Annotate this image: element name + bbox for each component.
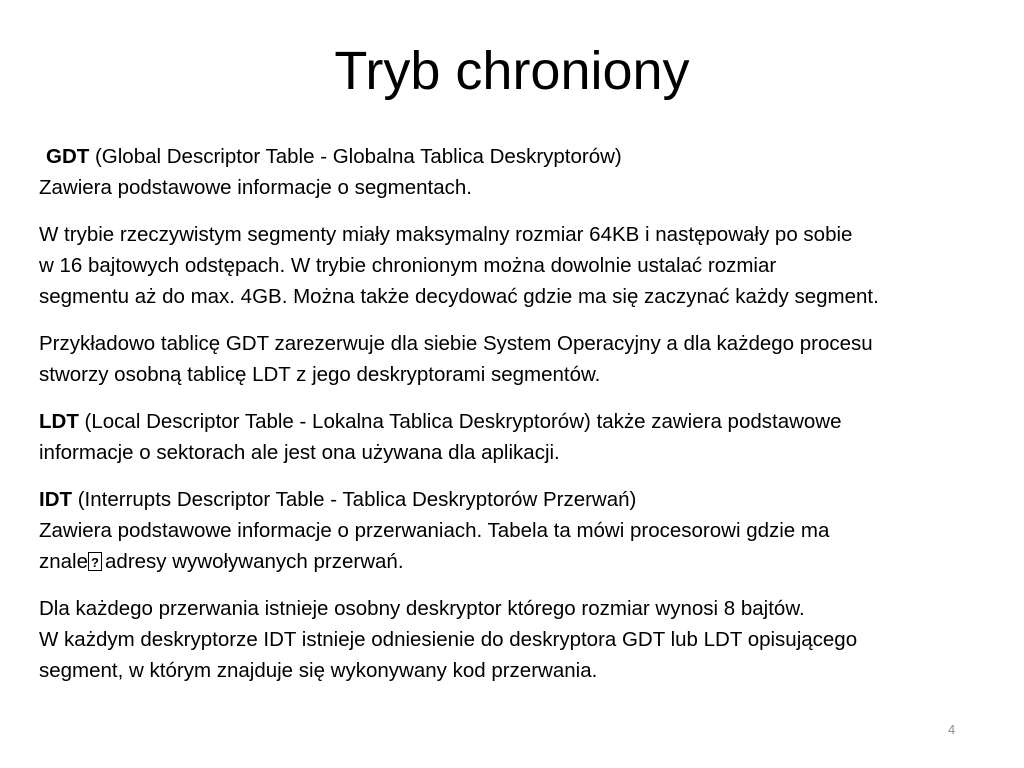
- idt-line-3: [39, 546, 989, 577]
- descriptor-line-3: segment, w którym znajduje się wykonywany kod przerwania.: [39, 659, 598, 682]
- idt-line-1: [39, 484, 989, 515]
- example-line-2: stworzy osobną tablicę LDT z jego deskryptorami segmentów.: [39, 363, 601, 386]
- gdt-line-2: Zawiera podstawowe informacje o segmentach.: [39, 176, 472, 199]
- missing-glyph-icon: [88, 552, 102, 571]
- idt-line-3-start: znale: [39, 550, 89, 573]
- paragraph-ldt: [39, 406, 989, 468]
- ldt-line-2: informacje o sektorach ale jest ona używana dla aplikacji.: [39, 441, 560, 464]
- paragraph-example: [39, 328, 989, 390]
- idt-line-2: Zawiera podstawowe informacje o przerwaniach. Tabela ta mówi procesorowi gdzie ma: [39, 519, 830, 542]
- ldt-line-1: [39, 406, 989, 437]
- slide-title: Tryb chroniony: [334, 41, 690, 101]
- descriptor-line-1: Dla każdego przerwania istnieje osobny deskryptor którego rozmiar wynosi 8 bajtów.: [39, 597, 805, 620]
- paragraph-idt: [39, 484, 989, 577]
- real-mode-line-2: w 16 bajtowych odstępach. W trybie chronionym można dowolnie ustalać rozmiar: [39, 254, 777, 277]
- idt-line-3-text: adresy wywoływanych przerwań.: [105, 550, 404, 573]
- page-number: 4: [948, 722, 956, 737]
- descriptor-line-2: W każdym deskryptorze IDT istnieje odniesienie do deskryptora GDT lub LDT opisującego: [39, 628, 858, 651]
- example-line-1: Przykładowo tablicę GDT zarezerwuje dla siebie System Operacyjny a dla każdego procesu: [39, 332, 873, 355]
- paragraph-descriptor: [39, 593, 989, 686]
- real-mode-line-1: W trybie rzeczywistym segmenty miały maksymalny rozmiar 64KB i następowały po sobie: [39, 223, 853, 246]
- idt-line-1-text: (Interrupts Descriptor Table - Tablica Deskryptorów Przerwań): [72, 488, 637, 511]
- ldt-line-1-text: (Local Descriptor Table - Lokalna Tablica Deskryptorów) także zawiera podstawowe: [78, 410, 842, 433]
- term-gdt: GDT: [46, 145, 90, 168]
- slide-body: [39, 141, 989, 702]
- paragraph-gdt: [39, 141, 989, 203]
- real-mode-line-3: segmentu aż do max. 4GB. Można także decydować gdzie ma się zaczynać każdy segment.: [39, 285, 879, 308]
- gdt-line-1-text: (Global Descriptor Table - Globalna Tablica Deskryptorów): [89, 145, 622, 168]
- term-idt: IDT: [39, 488, 73, 511]
- term-ldt: LDT: [39, 410, 79, 433]
- paragraph-real-mode: [39, 219, 989, 312]
- gdt-line-1: [39, 141, 989, 172]
